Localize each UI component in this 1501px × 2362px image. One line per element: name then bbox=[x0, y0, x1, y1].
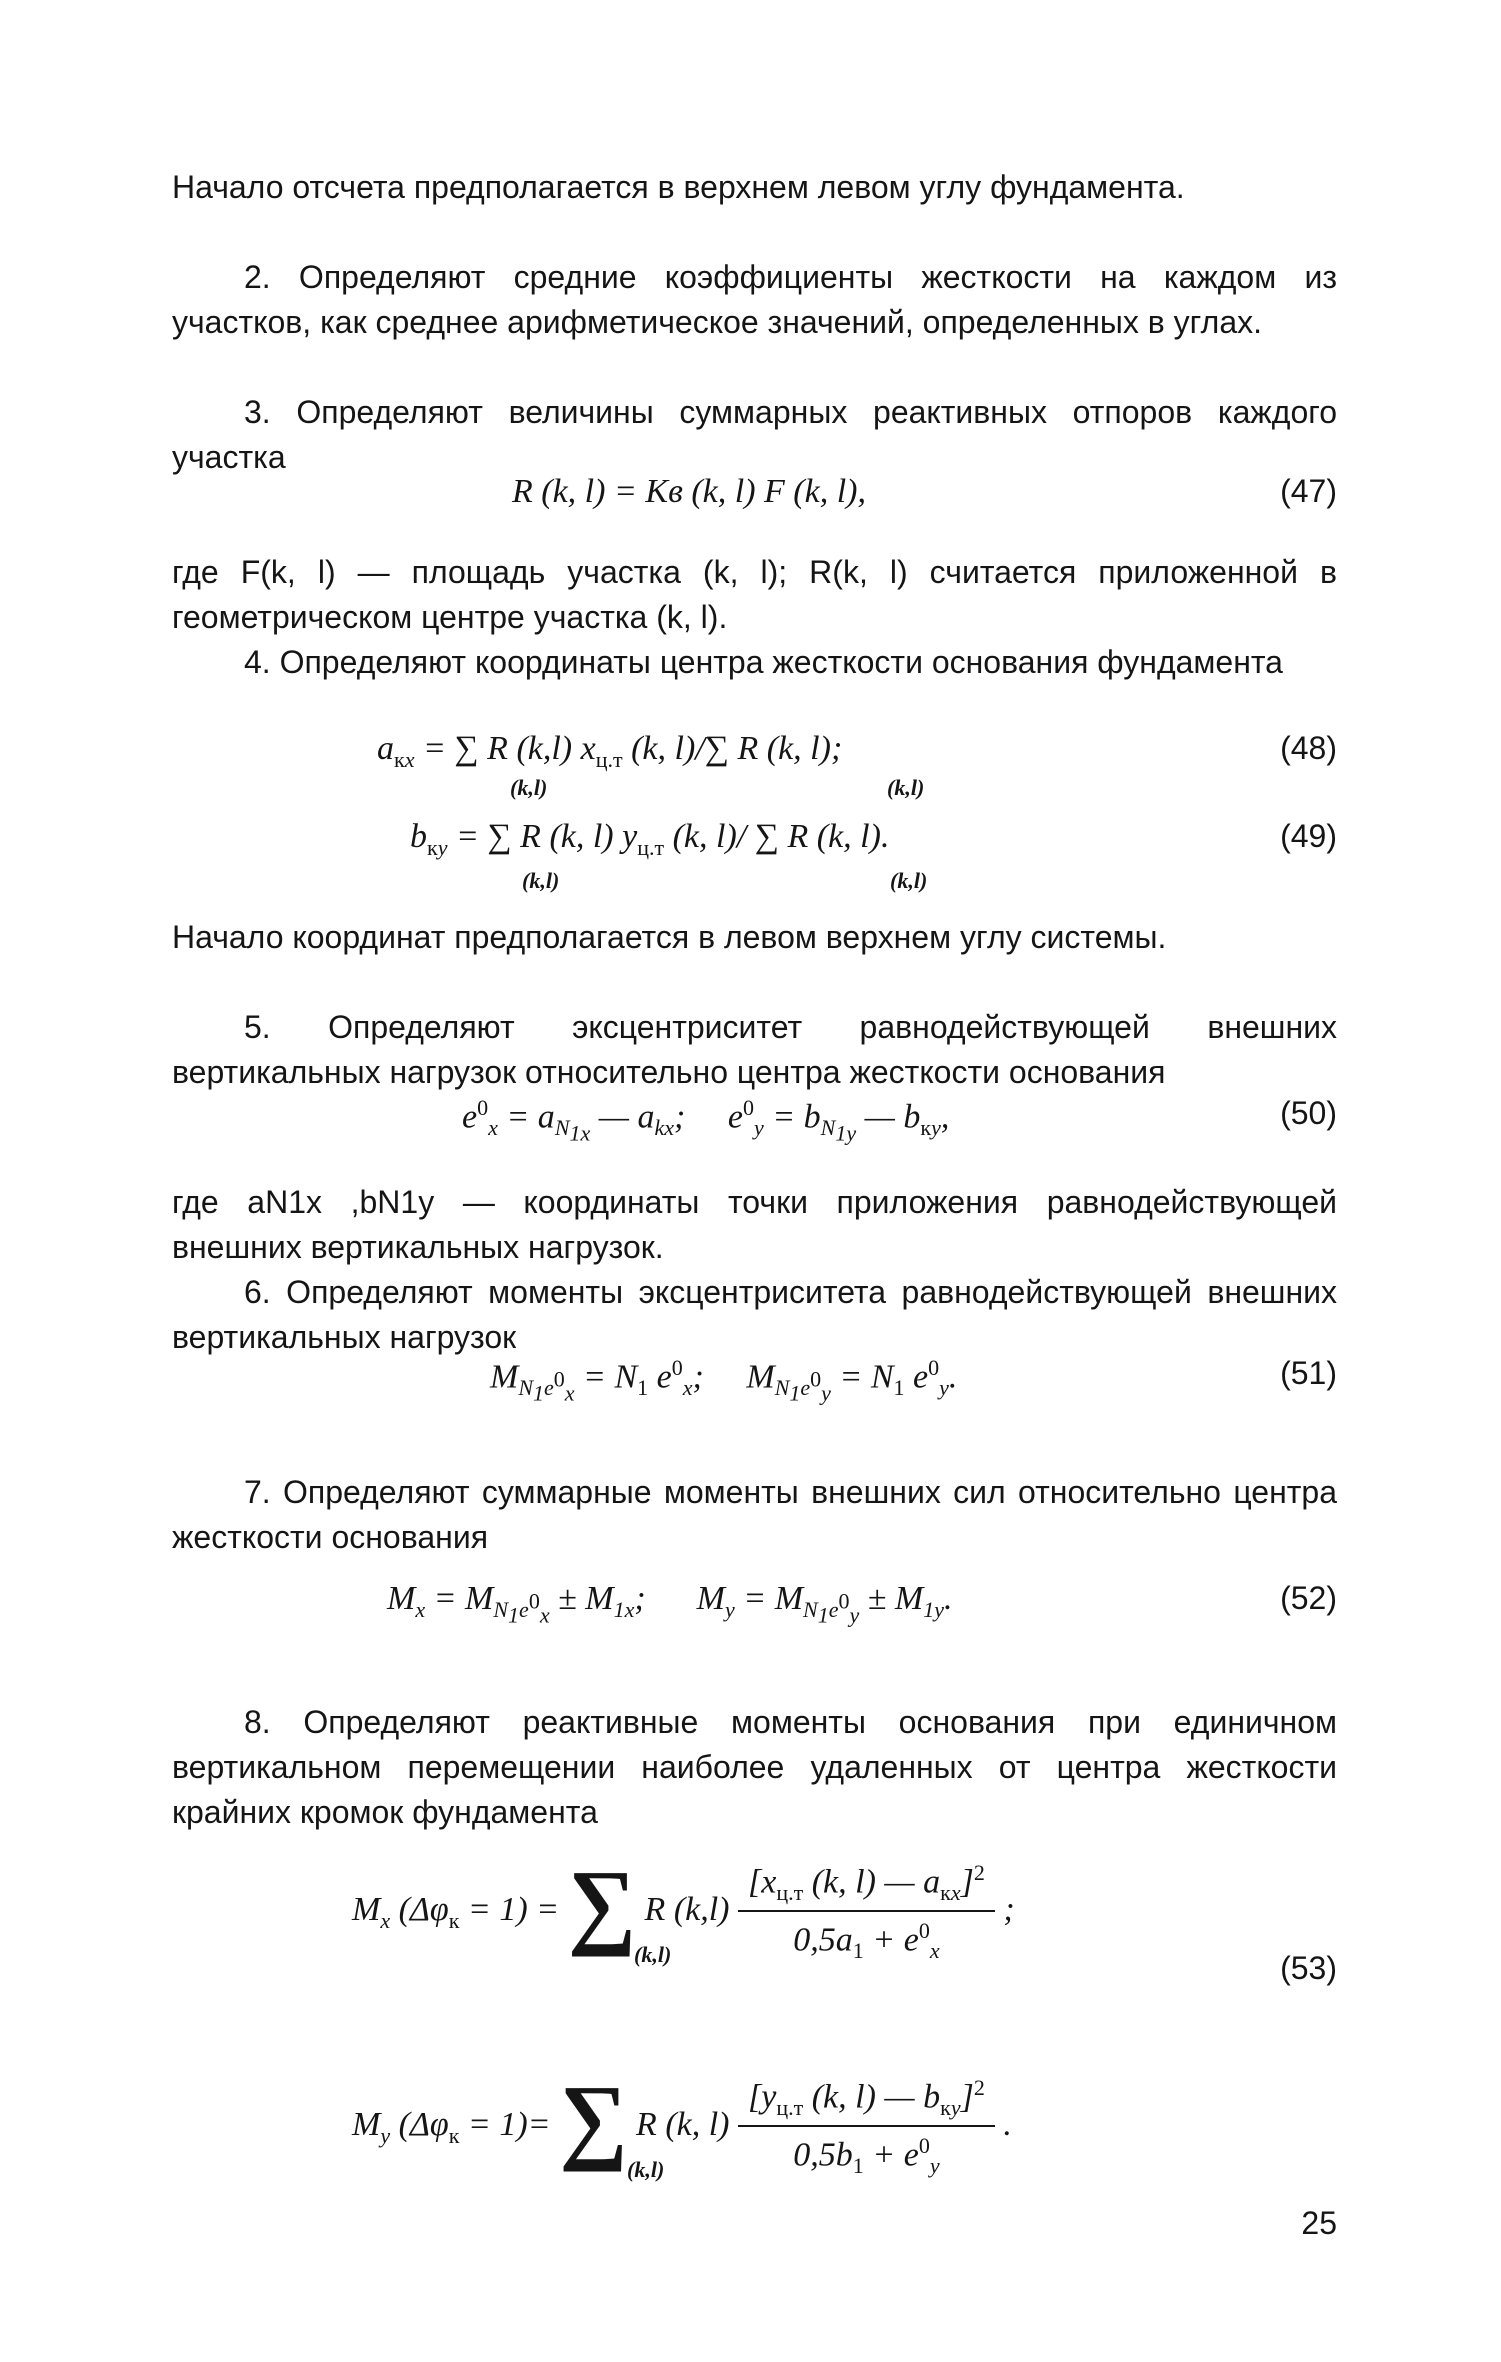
equation-52: $M_x = M_{N_1e^0_x} \pm M_{1x}$; $M_y = M_{N_1e^0_y} \pm M_{1y}$. (52) bbox=[387, 1580, 1337, 1628]
paragraph-step-7: 7. Определяют суммарные моменты внешних сил относительно центра жесткости основания bbox=[172, 1474, 1337, 1555]
sum-index-53x: (k,l) bbox=[634, 1942, 672, 1967]
paragraph-step-2: 2. Определяют средние коэффициенты жесткости на каждом из участков, как среднее арифметическое значений, определенных в углах. bbox=[172, 259, 1337, 340]
equation-53-x: $M_x$ $(\Delta\varphi_к = 1)$ = ∑ R (k,l) $\frac{[x_{ц.т} (k, l) — a_{кx}]^2}{0,5a_1 + e^0_x}$ ; (k,l) bbox=[352, 1850, 1015, 1967]
equation-number-52: (52) bbox=[1280, 1580, 1337, 1616]
equation-number-48: (48) bbox=[1280, 730, 1337, 766]
equation-53-y: $M_y$ $(\Delta\varphi_к = 1)=$ ∑ R (k, l) $\frac{[y_{ц.т} (k, l) — b_{кy}]^2}{0,5b_1 + e^0_y}$ . (k,l) bbox=[352, 2065, 1012, 2182]
sum-index-49a: (k,l) bbox=[522, 868, 560, 893]
paragraph-step-4: 4. Определяют координаты центра жесткости основания фундамента bbox=[244, 644, 1283, 680]
equation-number-51: (51) bbox=[1280, 1355, 1337, 1391]
equation-49: $b_{кy}$ = ∑ R (k, l) $y_{ц.т}$ (k, l)/ ∑ R (k, l). (k,l) (k,l) (49) bbox=[410, 818, 1337, 893]
equation-48: $a_{кx}$ = ∑ R (k,l) $x_{ц.т}$ (k, l)/∑ R (k, l); (k,l) (k,l) (48) bbox=[377, 730, 1337, 800]
sum-index-48a: (k,l) bbox=[510, 775, 548, 800]
paragraph-step-8: 8. Определяют реактивные моменты основания при единичном вертикальном перемещении наиболее удаленных от центра жесткости крайних кромок фундамента bbox=[172, 1704, 1337, 1830]
sum-index-49b: (k,l) bbox=[890, 868, 928, 893]
equation-number-50: (50) bbox=[1280, 1095, 1337, 1131]
paragraph-step-3: 3. Определяют величины суммарных реактивных отпоров каждого участка bbox=[172, 394, 1337, 475]
equation-number-47: (47) bbox=[1280, 473, 1337, 509]
page-number: 25 bbox=[1301, 2205, 1337, 2241]
equation-47 bbox=[172, 473, 1337, 523]
equation-number-49: (49) bbox=[1280, 818, 1337, 854]
equation-51: $M_{N_1e^0_x} = N_1$ $e^0_x$; $M_{N_1e^0_y} = N_1$ $e^0_y$. (51) bbox=[490, 1355, 1337, 1406]
sum-index-53y: (k,l) bbox=[627, 2157, 665, 2182]
paragraph-coord-origin: Начало координат предполагается в левом верхнем углу системы. bbox=[172, 919, 1167, 955]
paragraph-where-F: где F(k, l) — площадь участка (k, l); R(k, l) считается приложенной в геометрическом центре участка (k, l). bbox=[172, 554, 1337, 635]
paragraph-step-6: 6. Определяют моменты эксцентриситета равнодействующей внешних вертикальных нагрузок bbox=[172, 1274, 1337, 1355]
equation-47-body: R (k, l) = Kв (k, l) F (k, l), bbox=[512, 473, 866, 510]
equation-number-53: (53) bbox=[1280, 1950, 1337, 1986]
paragraph-origin-note: Начало отсчета предполагается в верхнем левом углу фундамента. bbox=[172, 169, 1185, 205]
paragraph-where-a: где aN1x ,bN1y — координаты точки приложения равнодействующей внешних вертикальных нагрузок. bbox=[172, 1184, 1337, 1265]
equation-50: $e^0_x = a_{N_{1x}}$ — $a_{kx}$; $e^0_y = b_{N_{1y}}$ — $b_{кy}$, (50) bbox=[462, 1095, 1337, 1146]
sum-index-48b: (k,l) bbox=[887, 775, 925, 800]
paragraph-step-5: 5. Определяют эксцентриситет равнодействующей внешних вертикальных нагрузок относительно центра жесткости основания bbox=[172, 1009, 1337, 1090]
